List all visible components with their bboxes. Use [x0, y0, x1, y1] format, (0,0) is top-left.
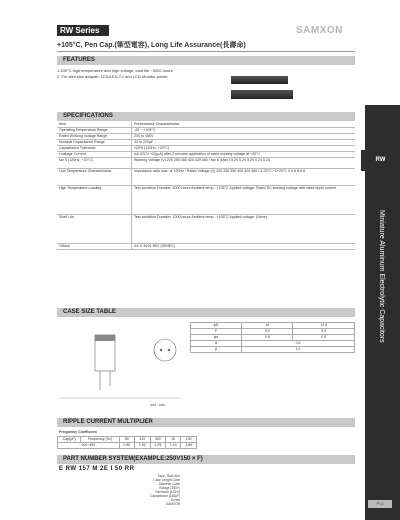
table-row: φd 0.8 0.6	[191, 335, 355, 341]
table-row: φD 16 12.5	[191, 323, 355, 329]
series-badge: RW Series	[57, 25, 109, 36]
table-row: Nominal Capacitance Range 33 to 220μF	[57, 140, 355, 146]
divider	[57, 51, 355, 52]
unit-note: unit : mm	[150, 403, 165, 407]
dimension-drawing	[60, 320, 185, 410]
part-number-legend: Tape / Bulk Box Case Length Code Diameter Code Voltage (250V) Tolerance (±20%) Capacitance (150μF) Series SAMXON	[150, 474, 180, 506]
sidebar-title: Miniature Aluminum Electrolytic Capacitors	[378, 210, 385, 343]
table-row: Shelf Life Test condition Duration: 1000 hours Ambient temp.: +105°C Applied voltage: (None)	[57, 215, 355, 244]
ripple-header: RIPPLE CURRENT MULTIPLIER	[57, 418, 355, 427]
table-row: Operating Temperature Range -25 ~ +105°C	[57, 128, 355, 134]
case-size-header: CASE SIZE TABLE	[57, 308, 355, 317]
brand-logo: SAMXON	[296, 25, 343, 36]
table-row: 200~450 0.80 1.00 1.25 1.40 1.60	[58, 443, 197, 449]
feature-item: 2. For slim size adapter, LCD/LED-TV and LCD-Monitor power.	[57, 74, 169, 79]
table-row: Leakage Current I≤0.02CV +20(μA) after 2 minutes application of rated working voltage at +20°C	[57, 152, 355, 158]
table-row: tan δ (120Hz, +20°C) Working Voltage (V) 200 250 350 400 420 450 / tan δ (Max.) 0.20 0.20 0.20 0.24 0.24	[57, 158, 355, 169]
table-row: Capacitance Tolerance ±20% (120Hz, +20°C)	[57, 146, 355, 152]
page-title: +105°C, Pen Cap.(筆型電容), Long Life Assurance(長壽命)	[57, 42, 246, 49]
features-header: FEATURES	[57, 56, 355, 65]
series-tab: RW	[361, 150, 400, 171]
table-row: Cap(μF) Frequency (Hz) 50 120 300 1K 10K	[58, 437, 197, 443]
page-number: P13	[368, 500, 392, 508]
table-row: Others AS C-5101 BS2 (GB/IEC)	[57, 244, 355, 250]
capacitor-image	[231, 76, 288, 84]
case-size-table	[190, 322, 355, 353]
capacitor-image	[231, 90, 293, 99]
feature-item: 1.105°C high temperature and high voltage, load life : 5000 hours.	[57, 68, 174, 73]
specifications-table	[57, 122, 355, 250]
table-row: F 5.0 5.0	[191, 329, 355, 335]
specifications-header: SPECIFICATIONS	[57, 112, 355, 121]
table-row: Item Performance Characteristics	[57, 122, 355, 128]
table-row: α 0.5	[191, 341, 355, 347]
table-row: β 1.0	[191, 347, 355, 353]
frequency-coefficient-label: Frequency Coefficient	[59, 430, 97, 434]
table-row: High Temperature Loading Test condition Duration: 5000 hours Ambient temp.: +105°C Applied voltage: Rated DC working voltage with rated ripple current	[57, 186, 355, 215]
part-number-header: PART NUMBER SYSTEM(EXAMPLE:250V150 × F)	[57, 455, 355, 464]
table-row: Rated Working Voltage Range 200 to 450V	[57, 134, 355, 140]
part-number: E RW 157 M 2E I 50 RR	[59, 466, 135, 472]
table-row: Low Temperature Characteristics Impedance ratio max. at 120Hz / Rated Voltage (V) 200 250 350 400 420 450 / Z-25°C / Z+20°C 4 4 8 8 8 8	[57, 169, 355, 186]
ripple-table	[57, 436, 197, 449]
